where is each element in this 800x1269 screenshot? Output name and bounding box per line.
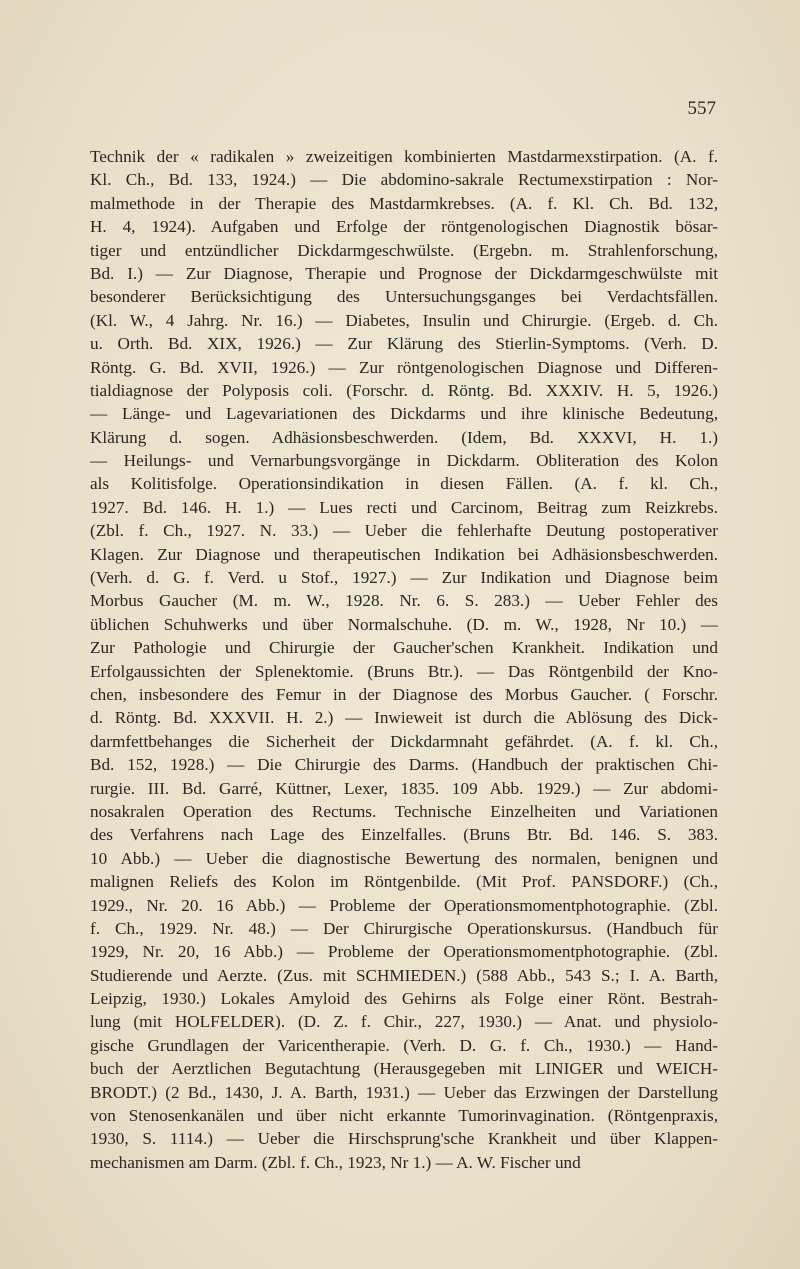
text-line: rurgie. III. Bd. Garré, Küttner, Lexer, 1835. 109 Abb. 1929.) — Zur abdomi- [90, 778, 718, 798]
text-line: besonderer Berücksichtigung des Untersuchungsganges bei Verdachtsfällen. [90, 287, 718, 307]
text-line: Technik der « radikalen » zweizeitigen kombinierten Mastdarmexstirpation. (A. f. [90, 147, 718, 166]
text-line: (Verh. d. G. f. Verd. u Stof., 1927.) — Zur Indikation und Diagnose beim [90, 568, 718, 588]
text-line: (Zbl. f. Ch., 1927. N. 33.) — Ueber die fehlerhafte Deutung postoperativer [90, 521, 718, 541]
page-number: 557 [687, 98, 716, 119]
text-line: nosakralen Operation des Rectums. Technische Einzelheiten und Variationen [90, 801, 718, 821]
text-line: tiger und entzündlicher Dickdarmgeschwülste. (Ergebn. m. Strahlenforschung, [90, 240, 718, 260]
bibliography-text [90, 145, 718, 1174]
text-line: als Kolitisfolge. Operationsindikation in diesen Fällen. (A. f. kl. Ch., [90, 474, 718, 494]
text-line: von Stenosenkanälen und über nicht erkannte Tumorinvagination. (Röntgenpraxis, [90, 1106, 718, 1126]
text-line: mechanismen am Darm. (Zbl. f. Ch., 1923, Nr 1.) — A. W. Fischer und [90, 1152, 581, 1172]
text-line: Röntg. G. Bd. XVII, 1926.) — Zur röntgenologischen Diagnose und Differen- [90, 357, 718, 377]
text-line: — Heilungs- und Vernarbungsvorgänge in Dickdarm. Obliteration des Kolon [90, 451, 718, 471]
text-line: u. Orth. Bd. XIX, 1926.) — Zur Klärung des Stierlin-Symptoms. (Verh. D. [90, 334, 718, 354]
text-line: 1930, S. 1114.) — Ueber die Hirschsprung'sche Krankheit und über Klappen- [90, 1129, 718, 1149]
text-line: Zur Pathologie und Chirurgie der Gaucher'schen Krankheit. Indikation und [90, 638, 718, 658]
text-line: f. Ch., 1929. Nr. 48.) — Der Chirurgische Operationskursus. (Handbuch für [90, 918, 718, 938]
text-line: 1929., Nr. 20. 16 Abb.) — Probleme der Operationsmomentphotographie. (Zbl. [90, 895, 718, 915]
text-line: gische Grundlagen der Varicentherapie. (Verh. D. G. f. Ch., 1930.) — Hand- [90, 1035, 718, 1055]
text-line: — Länge- und Lagevariationen des Dickdarms und ihre klinische Bedeutung, [90, 404, 718, 424]
text-line: Kl. Ch., Bd. 133, 1924.) — Die abdomino-sakrale Rectumexstirpation : Nor- [90, 170, 718, 190]
text-line: 1927. Bd. 146. H. 1.) — Lues recti und Carcinom, Beitrag zum Reizkrebs. [90, 497, 718, 517]
text-line: Leipzig, 1930.) Lokales Amyloid des Gehirns als Folge einer Rönt. Bestrah- [90, 989, 718, 1009]
text-line: des Verfahrens nach Lage des Einzelfalles. (Bruns Btr. Bd. 146. S. 383. [90, 825, 718, 845]
text-line: H. 4, 1924). Aufgaben und Erfolge der röntgenologischen Diagnostik bösar- [90, 217, 718, 237]
text-line: malmethode in der Therapie des Mastdarmkrebses. (A. f. Kl. Ch. Bd. 132, [90, 193, 718, 213]
text-line: Bd. I.) — Zur Diagnose, Therapie und Prognose der Dickdarmgeschwülste mit [90, 263, 718, 283]
text-line: (Kl. W., 4 Jahrg. Nr. 16.) — Diabetes, Insulin und Chirurgie. (Ergeb. d. Ch. [90, 310, 718, 330]
text-line: Klagen. Zur Diagnose und therapeutischen Indikation bei Adhäsionsbeschwerden. [90, 544, 718, 564]
text-line: malignen Reliefs des Kolon im Röntgenbilde. (Mit Prof. PANSDORF.) (Ch., [90, 872, 718, 892]
text-line: buch der Aerztlichen Begutachtung (Herausgegeben mit LINIGER und WEICH- [90, 1059, 718, 1079]
text-line: Erfolgaussichten der Splenektomie. (Bruns Btr.). — Das Röntgenbild der Kno- [90, 661, 718, 681]
text-line: Studierende und Aerzte. (Zus. mit SCHMIEDEN.) (588 Abb., 543 S.; I. A. Barth, [90, 965, 718, 985]
text-line: lung (mit HOLFELDER). (D. Z. f. Chir., 227, 1930.) — Anat. und physiolo- [90, 1012, 718, 1032]
text-line: darmfettbehanges die Sicherheit der Dickdarmnaht gefährdet. (A. f. kl. Ch., [90, 731, 718, 751]
text-line: d. Röntg. Bd. XXXVII. H. 2.) — Inwieweit ist durch die Ablösung des Dick- [90, 708, 718, 728]
text-line: chen, insbesondere des Femur in der Diagnose des Morbus Gaucher. ( Forschr. [90, 684, 718, 704]
text-line: Bd. 152, 1928.) — Die Chirurgie des Darms. (Handbuch der praktischen Chi- [90, 755, 718, 775]
text-line: tialdiagnose der Polyposis coli. (Forschr. d. Röntg. Bd. XXXIV. H. 5, 1926.) [90, 380, 718, 400]
text-line: Morbus Gaucher (M. m. W., 1928. Nr. 6. S. 283.) — Ueber Fehler des [90, 591, 718, 611]
text-line: Klärung d. sogen. Adhäsionsbeschwerden. (Idem, Bd. XXXVI, H. 1.) [90, 427, 718, 447]
text-line: üblichen Schuhwerks und über Normalschuhe. (D. m. W., 1928, Nr 10.) — [90, 614, 718, 634]
text-line: BRODT.) (2 Bd., 1430, J. A. Barth, 1931.) — Ueber das Erzwingen der Darstellung [90, 1082, 718, 1102]
text-line: 10 Abb.) — Ueber die diagnostische Bewertung des normalen, benignen und [90, 848, 718, 868]
text-line: 1929, Nr. 20, 16 Abb.) — Probleme der Operationsmomentphotographie. (Zbl. [90, 942, 718, 962]
